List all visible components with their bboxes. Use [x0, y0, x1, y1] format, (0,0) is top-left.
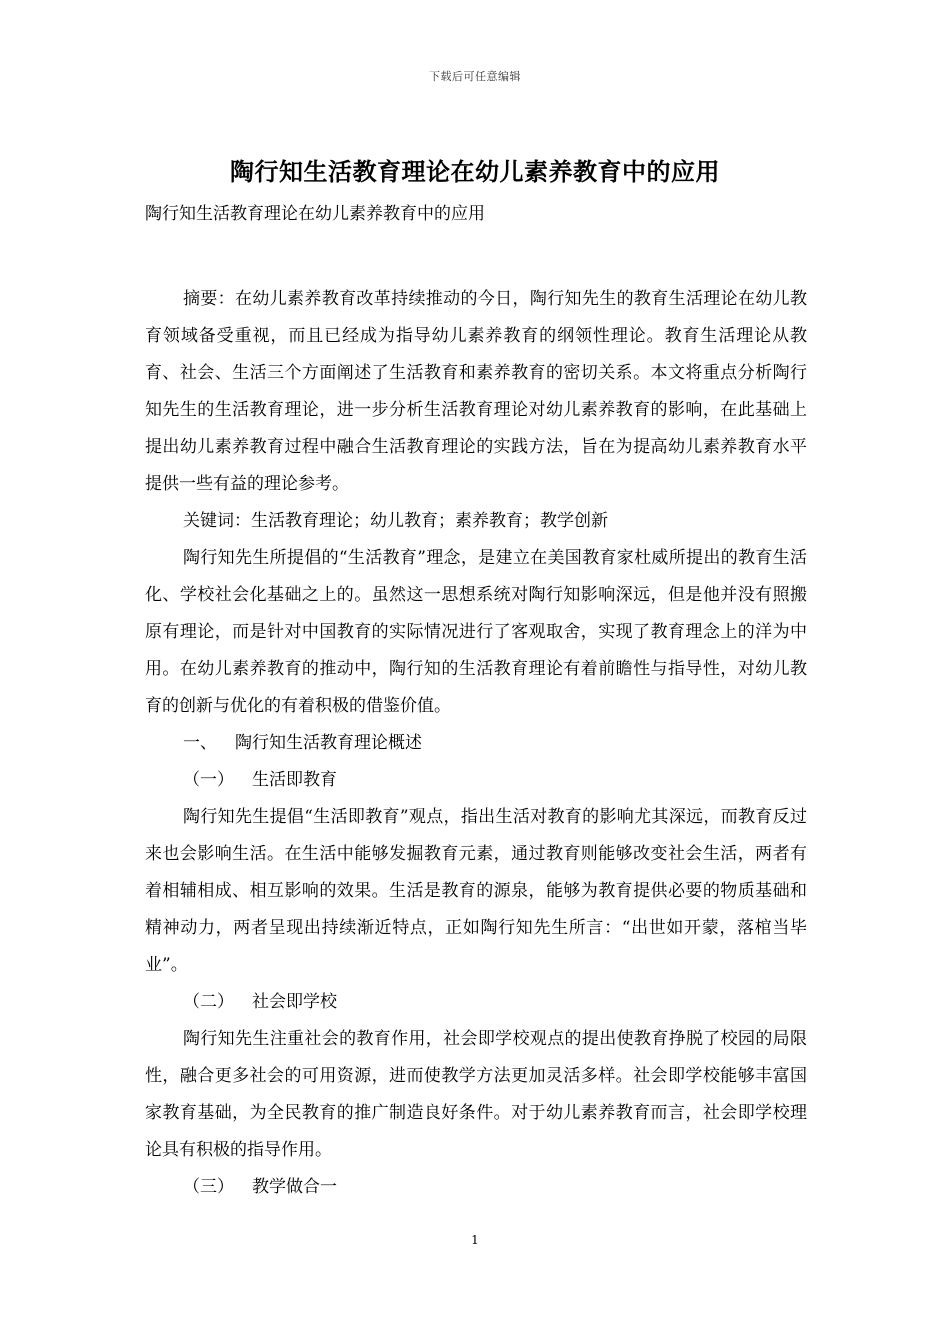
section-heading-1 [145, 725, 807, 762]
page-header-note: 下载后可任意编辑 [429, 70, 521, 83]
page-number: 1 [471, 1233, 479, 1247]
keywords-paragraph: 关键词：生活教育理论；幼儿教育；素养教育；教学创新 [183, 511, 608, 531]
subsection-2-paragraph: 陶行知先生注重社会的教育作用，社会即学校观点的提出使教育挣脱了校园的局限性，融合更多社会的可用资源，进而使教学方法更加灵活多样。社会即学校能够丰富国家教育基础，为全民教育的推广制造良好条件。对于幼儿素养教育而言，社会即学校理论具有积极的指导作用。 [145, 1029, 807, 1160]
abstract-paragraph: 摘要：在幼儿素养教育改革持续推动的今日，陶行知先生的教育生活理论在幼儿教育领域备受重视，而且已经成为指导幼儿素养教育的纲领性理论。教育生活理论从教育、社会、生活三个方面阐述了生活教育和素养教育的密切关系。本文将重点分析陶行知先生的生活教育理论，进一步分析生活教育理论对幼儿素养教育的影响，在此基础上提出幼儿素养教育过程中融合生活教育理论的实践方法，旨在为提高幼儿素养教育水平提供一些有益的理论参考。 [145, 289, 807, 494]
subsection-heading-1 [145, 762, 807, 799]
subsection-number: （三） [183, 1177, 234, 1197]
document-title: 陶行知生活教育理论在幼儿素养教育中的应用 [230, 157, 720, 186]
subsection-number: （一） [183, 770, 234, 790]
subsection-heading-text: 社会即学校 [252, 992, 337, 1012]
subsection-heading-3 [145, 1169, 807, 1206]
document-subtitle: 陶行知生活教育理论在幼儿素养教育中的应用 [145, 204, 485, 224]
subsection-heading-text: 生活即教育 [252, 770, 337, 790]
intro-paragraph: 陶行知先生所提倡的“生活教育”理念，是建立在美国教育家杜威所提出的教育生活化、学校社会化基础之上的。虽然这一思想系统对陶行知影响深远，但是他并没有照搬原有理论，而是针对中国教育的实际情况进行了客观取舍，实现了教育理念上的洋为中用。在幼儿素养教育的推动中，陶行知的生活教育理论有着前瞻性与指导性，对幼儿教育的创新与优化的有着积极的借鉴价值。 [145, 548, 807, 716]
subsection-heading-text: 教学做合一 [252, 1177, 337, 1197]
section-number: 一、 [183, 733, 217, 753]
subsection-number: （二） [183, 992, 234, 1012]
section-heading-text: 陶行知生活教育理论概述 [235, 733, 422, 753]
document-body [145, 196, 807, 1206]
subsection-1-paragraph: 陶行知先生提倡“生活即教育”观点，指出生活对教育的影响尤其深远，而教育反过来也会影响生活。在生活中能够发掘教育元素，通过教育则能够改变社会生活，两者有着相辅相成、相互影响的效果。生活是教育的源泉，能够为教育提供必要的物质基础和精神动力，两者呈现出持续渐近特点，正如陶行知先生所言：“出世如开蒙，落棺当毕业”。 [145, 807, 807, 975]
subsection-heading-2 [145, 984, 807, 1021]
